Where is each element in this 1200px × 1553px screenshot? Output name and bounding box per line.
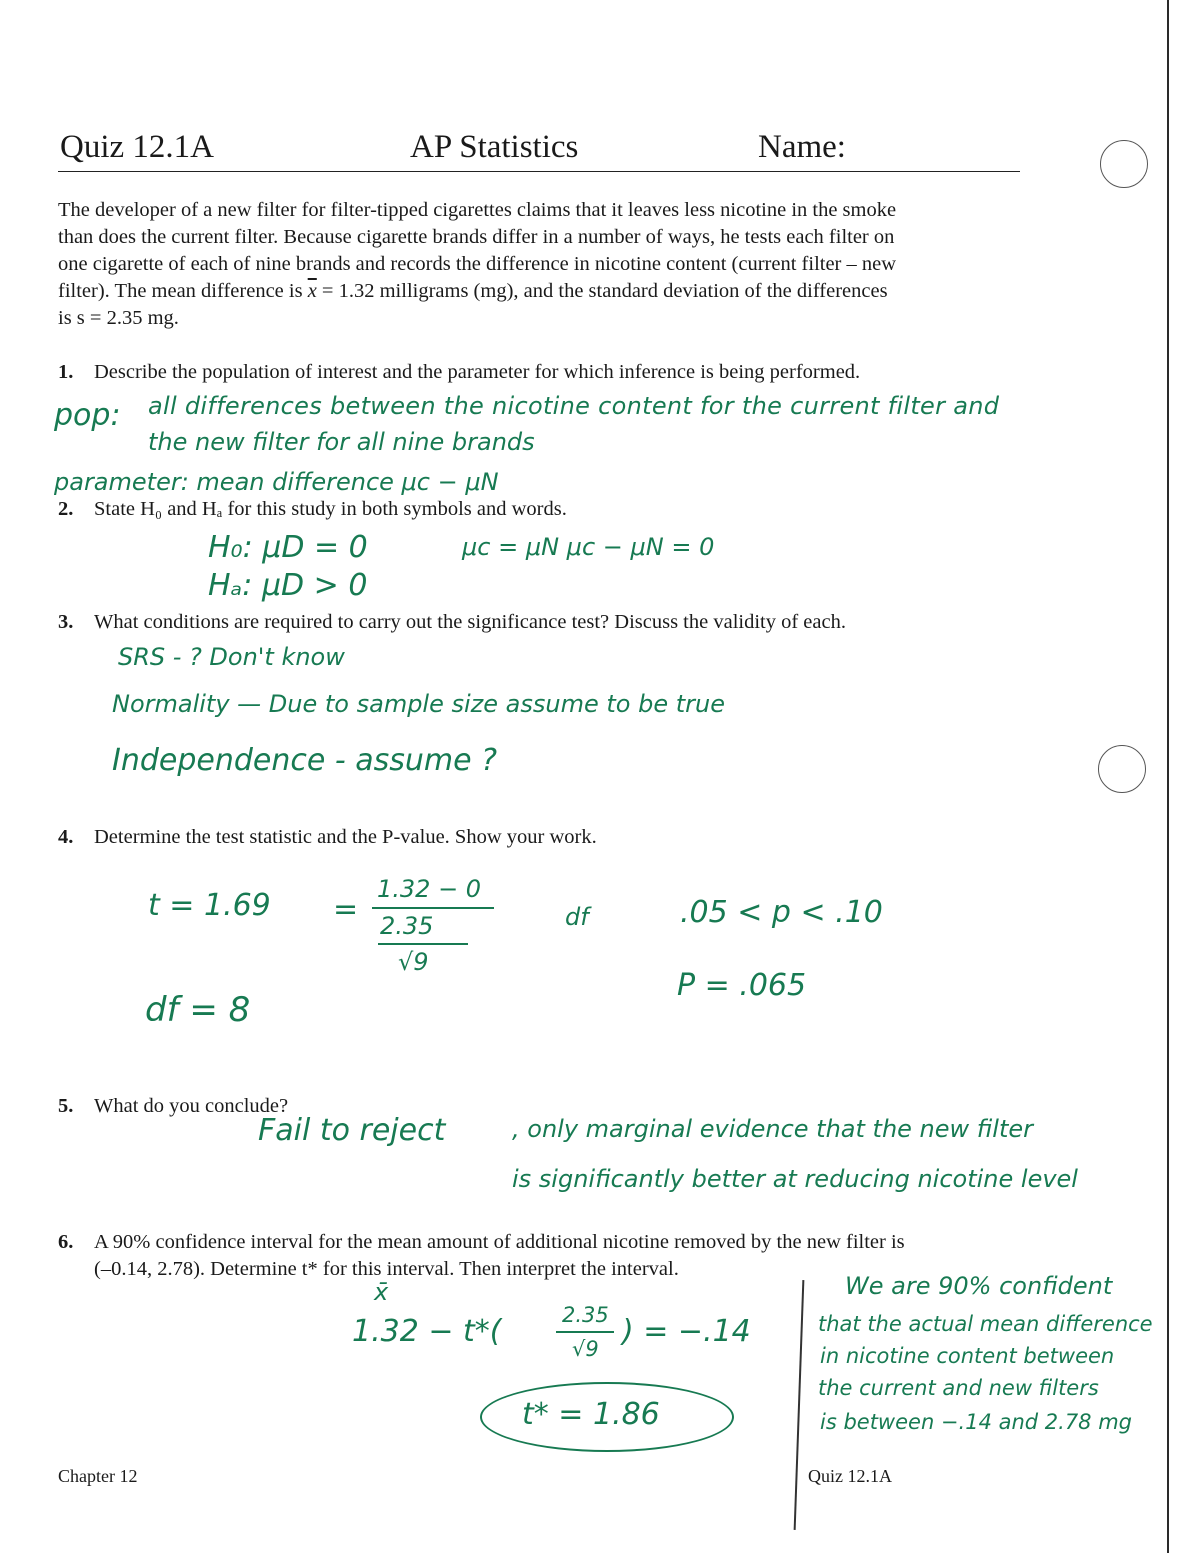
question-number: 3.	[58, 611, 74, 633]
footer-quiz: Quiz 12.1A	[808, 1466, 892, 1486]
hw-conclusion-decision: Fail to reject	[258, 1113, 446, 1148]
hw-interval-equation-left: 1.32 − t*(	[352, 1314, 502, 1349]
hw-sqrt-n: √9	[398, 948, 429, 976]
question-number: 4.	[58, 826, 74, 848]
hw-crossed-scribble: df	[565, 903, 589, 931]
hw-interval-fraction-denominator: √9	[572, 1337, 599, 1361]
hw-interval-equation-right: ) = −.14	[622, 1314, 751, 1349]
hw-independence-condition: Independence - assume ?	[112, 743, 498, 778]
hw-interpretation-line-2: that the actual mean difference	[818, 1312, 1153, 1336]
hw-inner-fraction-bar	[378, 943, 468, 945]
hw-conclusion-line-1: , only marginal evidence that the new filter	[512, 1115, 1033, 1143]
hw-population-line-2: the new filter for all nine brands	[148, 428, 535, 456]
problem-stem	[58, 197, 1033, 332]
x-bar-symbol: $\overline{x}$	[307, 280, 317, 302]
hw-p-value: P = .065	[677, 968, 807, 1003]
question-number: 6.	[58, 1231, 74, 1253]
hw-normality-condition: Normality — Due to sample size assume to be true	[112, 690, 725, 718]
hw-xbar-note: x̄	[374, 1278, 389, 1306]
page-edge-line	[1167, 0, 1169, 1553]
hw-equals-sign: =	[333, 892, 359, 927]
question-text: What do you conclude?	[94, 1095, 289, 1117]
question-1	[58, 359, 860, 386]
footer-chapter: Chapter 12	[58, 1466, 138, 1486]
course-title: AP Statistics	[410, 129, 579, 165]
stem-line-4	[58, 278, 1033, 305]
hw-p-value-range: .05 < p < .10	[680, 895, 883, 930]
hw-interpretation-line-5: is between −.14 and 2.78 mg	[820, 1410, 1133, 1434]
name-label: Name:	[758, 129, 846, 165]
quiz-title: Quiz 12.1A	[60, 129, 214, 165]
stem-line-5: is s = 2.35 mg.	[58, 307, 179, 329]
hw-alt-hypothesis: Hₐ: μD > 0	[208, 568, 368, 603]
hw-fraction-denominator: 2.35	[380, 912, 434, 940]
stem-line-4-a: filter). The mean difference is	[58, 280, 308, 302]
hw-fraction-bar	[372, 907, 494, 909]
hw-interval-fraction-numerator: 2.35	[562, 1303, 609, 1327]
binder-hole-top	[1100, 140, 1148, 188]
question-number: 2.	[58, 498, 74, 520]
stem-line-2: than does the current filter. Because cigarette brands differ in a number of ways, he tests each filter on	[58, 226, 895, 248]
stem-line-3: one cigarette of each of nine brands and records the difference in nicotine content (current filter – new	[58, 253, 897, 275]
question-2	[58, 496, 567, 523]
question-text: State H₀ and Hₐ for this study in both symbols and words.	[94, 498, 567, 520]
hw-null-hypothesis: H₀: μD = 0	[208, 530, 368, 565]
hw-interval-fraction-bar	[556, 1331, 614, 1333]
hw-srs-condition: SRS - ? Don't know	[118, 643, 345, 671]
question-text: A 90% confidence interval for the mean amount of additional nicotine removed by the new filter is	[94, 1231, 905, 1253]
stem-line-4-b: = 1.32 milligrams (mg), and the standard deviation of the differences	[316, 280, 888, 302]
hw-conclusion-line-2: is significantly better at reducing nicotine level	[512, 1165, 1078, 1193]
binder-hole-middle	[1098, 745, 1146, 793]
question-text-continued: (–0.14, 2.78). Determine t* for this interval. Then interpret the interval.	[94, 1258, 679, 1280]
question-text: What conditions are required to carry out the significance test? Discuss the validity of each.	[94, 611, 846, 633]
hw-test-statistic: t = 1.69	[148, 888, 271, 923]
question-number: 5.	[58, 1095, 74, 1117]
question-text: Determine the test statistic and the P-value. Show your work.	[94, 826, 597, 848]
question-number: 1.	[58, 361, 74, 383]
hw-degrees-of-freedom: df = 8	[145, 990, 251, 1030]
hw-divider-stroke	[794, 1280, 805, 1530]
quiz-header	[58, 125, 1020, 172]
question-4	[58, 824, 597, 851]
hw-population-line-1: all differences between the nicotine content for the current filter and	[148, 392, 1000, 420]
question-text: Describe the population of interest and the parameter for which inference is being performed.	[94, 361, 861, 383]
hw-interpretation-line-3: in nicotine content between	[820, 1344, 1115, 1368]
hw-t-star-answer: t* = 1.86	[522, 1397, 660, 1432]
question-5	[58, 1093, 288, 1120]
hw-interpretation-line-4: the current and new filters	[818, 1376, 1099, 1400]
hw-pop-label: pop:	[54, 398, 121, 433]
stem-line-1: The developer of a new filter for filter-tipped cigarettes claims that it leaves less nicotine in the smoke	[58, 199, 897, 221]
question-3	[58, 609, 846, 636]
hw-hypothesis-symbols: μc = μN μc − μN = 0	[462, 533, 715, 561]
hw-parameter: parameter: mean difference μc − μN	[54, 468, 499, 496]
hw-interpretation-line-1: We are 90% confident	[845, 1272, 1113, 1300]
hw-fraction-numerator: 1.32 − 0	[377, 875, 482, 903]
